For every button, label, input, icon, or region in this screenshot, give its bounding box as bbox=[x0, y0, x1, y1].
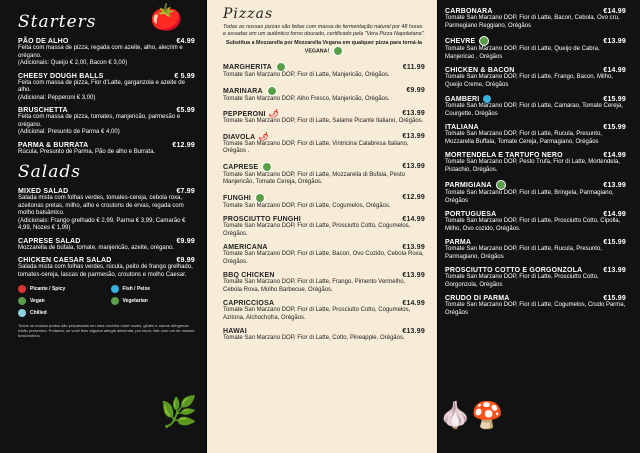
left-column bbox=[0, 0, 205, 453]
menu-item-price: €15.99 bbox=[603, 295, 626, 302]
menu-item-price: €14.99 bbox=[603, 211, 626, 218]
menu-item-name: CAPRESE SALAD bbox=[18, 237, 81, 245]
menu-item-header bbox=[445, 36, 626, 46]
legend-label: Fish / Peixe bbox=[122, 286, 151, 292]
tomato-illustration-icon: 🍅 bbox=[150, 2, 183, 32]
menu-item-price: €13.99 bbox=[402, 132, 425, 140]
legend-swatch-icon bbox=[111, 297, 119, 305]
menu-item-description: Tomate San Marzano DOP, Fior di Latte, Bacon, Ovo Cozido, Cebola Roxa, Orégãos. bbox=[223, 251, 424, 265]
menu-item bbox=[445, 8, 626, 30]
menu-item-description: Tomate San Marzano DOP, Fior di Latte, Manjericão, Orégãos. bbox=[223, 72, 390, 78]
legend-entry bbox=[111, 297, 196, 305]
menu-item bbox=[18, 188, 195, 233]
menu-item-header bbox=[223, 109, 425, 118]
menu-item bbox=[223, 244, 425, 266]
leaf-icon bbox=[333, 46, 343, 56]
menu-item-price: €14.99 bbox=[402, 300, 425, 307]
menu-item-price: €14.99 bbox=[402, 216, 425, 223]
menu-item-description: Tomate San Marzano DOP, Fior di Latte, Salame Picante Italiano, Orégãos. bbox=[223, 118, 424, 124]
menu-item-name: PARMA & BURRATA bbox=[18, 141, 89, 149]
menu-item-price: €12.99 bbox=[172, 141, 195, 149]
leaf-icon bbox=[479, 36, 489, 46]
menu-item bbox=[445, 295, 626, 317]
menu-item-extras: (Adicional: Presunto de Parma € 4,00) bbox=[18, 129, 120, 135]
menu-item-name: CHICKEN CAESAR SALAD bbox=[18, 257, 112, 264]
menu-item-header bbox=[18, 188, 195, 195]
allergy-footnote: Todos os nossos pratos são preparados em uma cozinha onde nozes, glúten e outros alérgenos estão presentes. Portanto, se você tiver alguma alergia alimentar, por favor, fale com um de nossos funcionários. bbox=[18, 323, 195, 338]
menu-item bbox=[445, 124, 626, 146]
legend-swatch-icon bbox=[18, 309, 26, 317]
menu-item-description: Tomate San Marzano DOP, Fior di Latte, Cogumelos, Orégãos. bbox=[223, 202, 391, 209]
salads-list bbox=[18, 188, 195, 279]
menu-item-header bbox=[223, 162, 425, 172]
menu-item-name: CHEVRE bbox=[445, 37, 476, 45]
chili-icon: 🌶 bbox=[268, 109, 280, 118]
menu-item-description: Tomate San Marzano DOP, Fior di Latte, Cotto, Pineapple, Orégãos. bbox=[223, 335, 405, 341]
menu-item bbox=[445, 180, 626, 205]
menu-item-name: MARINARA bbox=[223, 87, 263, 95]
right-column bbox=[439, 0, 640, 453]
menu-item-price: €15.99 bbox=[603, 124, 626, 131]
leaf-icon bbox=[255, 193, 265, 203]
legend-label: Picante / Spicy bbox=[30, 286, 66, 292]
menu-item-header bbox=[445, 267, 626, 274]
menu-item-price: €14.99 bbox=[603, 67, 626, 74]
menu-item-description: Tomate San Marzano DOP, Fior di Latte, Rucula, Presunto, Mozzarella Buffala, Tomate Cereja, Parmagiano, Orégãos bbox=[445, 131, 602, 145]
menu-item-name: AMERICANA bbox=[223, 244, 268, 251]
menu-item bbox=[18, 73, 195, 103]
menu-item-price: €7.99 bbox=[176, 188, 195, 195]
menu-item-name: CAPRICCIOSA bbox=[223, 300, 275, 307]
menu-item-header bbox=[223, 62, 425, 72]
menu-item-name: MIXED SALAD bbox=[18, 188, 69, 195]
menu-item-price: €13.99 bbox=[402, 110, 425, 117]
legend-entry bbox=[18, 297, 103, 305]
menu-item-price: €13.99 bbox=[402, 328, 425, 335]
menu-item bbox=[223, 216, 425, 238]
menu-item bbox=[223, 62, 425, 80]
menu-item bbox=[223, 109, 425, 126]
menu-item bbox=[223, 272, 425, 294]
chili-icon: 🌶 bbox=[258, 131, 269, 141]
menu-item-name: CHEESY DOUGH BALLS bbox=[18, 72, 104, 80]
menu-item-description: Tomate San Marzano DOP, Pesto Trufa, Fior di Latte, Mortendela, Pistachio, Orégãos. bbox=[445, 159, 620, 173]
legend-label: Vegan bbox=[30, 298, 45, 304]
fish-icon bbox=[483, 95, 491, 103]
menu-item-description: Tomate San Marzano DOP, Fior di Latte, Prosciutto Cotto, Gorgonzola, Orégãos bbox=[445, 274, 599, 288]
menu-item-extras: (Adicionais: Frango grelhado € 2,99, Parma € 3,99, Camarão € 4,99, Nozes € 1,99) bbox=[18, 217, 186, 231]
menu-item-header bbox=[223, 86, 425, 96]
menu-item-name: PEPPERONI bbox=[223, 111, 266, 118]
menu-item bbox=[18, 38, 195, 68]
pizza-list bbox=[223, 62, 425, 343]
menu-item-price: €9.99 bbox=[176, 257, 195, 264]
menu-item-name: PARMA bbox=[445, 239, 472, 246]
menu-item-header bbox=[223, 300, 425, 307]
menu-item-description: Tomate San Marzano DOP, Fior di Latte, Bringela, Parmagiano, Orégãos bbox=[445, 190, 614, 204]
menu-item-header bbox=[445, 180, 626, 190]
menu-item-price: €15.99 bbox=[603, 95, 626, 103]
legend-label: Vegetarian bbox=[122, 298, 148, 304]
menu-item-description: Tomate San Marzano DOP, Fior di Latte, Frango, Bacon, Milho, Queijo Creme, Orégãos bbox=[445, 74, 613, 88]
menu-item-header bbox=[18, 142, 195, 149]
menu-item-description: Tomate San Marzano DOP, Fior di Latte, Prosciutto Cotto, Cogumelos, Azitona, Alchochofra, Orégãos. bbox=[223, 307, 411, 321]
menu-item-price: €12.99 bbox=[402, 194, 425, 201]
menu-item-description: Tomate San Marzano DOP, Fior di Latte, Cogumelos, Crudo Parma, Orégãos bbox=[445, 302, 626, 316]
menu-item bbox=[223, 86, 425, 104]
menu-item-name: CAPRESE bbox=[223, 163, 259, 171]
menu-item-name: MARGHERITA bbox=[223, 63, 272, 71]
menu-item bbox=[445, 267, 626, 289]
menu-item-name: DIAVOLA bbox=[223, 133, 256, 141]
menu-item-name: BBQ CHICKEN bbox=[223, 272, 275, 279]
leaf-icon bbox=[276, 62, 286, 72]
menu-item-description: Tomate San Marzano DOP, Fior di Latte, Camarao, Tomate Cereja, Courgette, Orégãos bbox=[445, 103, 623, 117]
menu-item bbox=[223, 132, 425, 156]
leaf-icon bbox=[267, 86, 277, 96]
menu-item-description: Tomate San Marzano DOP, Fior di Latte, Vintricina Calabresa Italiano, Orégãos . bbox=[223, 140, 409, 154]
menu-item bbox=[445, 36, 626, 61]
menu-item bbox=[18, 107, 195, 137]
menu-item-description: Tomate San Marzano DOP, Fior di Latte, Prosciutto Cotto, Cipolla, Milho, Ovo cozido, Orégãos. bbox=[445, 218, 621, 232]
menu-item-description: Tomate San Marzano DOP, Fior di Latte, Queijo de Cabra, Manjericao , Orégãos bbox=[445, 46, 600, 60]
menu-item-description: Tomate San Marzano DOP, Fior di Latte, Prosciutto Cotto, Cogumelos, Orégãos. bbox=[223, 223, 411, 237]
menu-item-name: CRUDO DI PARMA bbox=[445, 295, 510, 302]
right-pizza-list bbox=[445, 8, 626, 317]
menu-item-name: CHICKEN & BACON bbox=[445, 67, 515, 74]
menu-item-header bbox=[445, 295, 626, 302]
menu-item-extras: (Adicionais: Queijo € 2,00, Bacon € 3,00) bbox=[18, 60, 128, 66]
menu-item-price: €4.99 bbox=[176, 38, 195, 45]
legend-swatch-icon bbox=[18, 297, 26, 305]
menu-item-price: €15.99 bbox=[603, 239, 626, 246]
menu-item-header bbox=[445, 67, 626, 74]
menu-item bbox=[223, 300, 425, 322]
menu-item-header bbox=[445, 239, 626, 246]
menu-item-price: €13.99 bbox=[402, 244, 425, 251]
vegetable-illustration-icon: 🧄🍄 bbox=[439, 400, 504, 430]
menu-item-description: Tomate San Marzano DOP, Fior di Latte, Rucula, Presunto, Parmagiano, Orégãos bbox=[445, 246, 602, 260]
menu-item-header bbox=[445, 211, 626, 218]
basil-illustration-icon: 🌿 bbox=[160, 396, 198, 429]
legend-entry bbox=[18, 285, 103, 293]
menu-item-name: PROSCIUTTO COTTO E GORGONZOLA bbox=[445, 267, 583, 274]
menu-item-description: Feita com massa de pizza, regada com azeite, alho, alecrim e orégano. bbox=[18, 45, 183, 59]
menu-item-header bbox=[445, 95, 626, 103]
menu-item-name: PARMIGIANA bbox=[445, 181, 492, 189]
menu-item-description: Tomate San Marzano DOP, Fior di Latte, Mozzarella di Bufala, Pesto Manjericão, Tomate Cereja, Orégãos. bbox=[223, 171, 405, 185]
menu-item bbox=[223, 162, 425, 187]
menu-item-header bbox=[223, 244, 425, 251]
menu-item-price: €13.99 bbox=[603, 37, 626, 45]
dietary-legend bbox=[18, 285, 195, 317]
menu-item-name: GAMBERI bbox=[445, 95, 480, 103]
legend-entry bbox=[18, 309, 103, 317]
menu-item bbox=[18, 238, 195, 253]
menu-item-header bbox=[18, 38, 195, 45]
legend-label: Chilled bbox=[30, 310, 47, 316]
menu-item-extras: (Adicional: Pepperoni € 3,00) bbox=[18, 94, 96, 101]
menu-item-name: BRUSCHETTA bbox=[18, 107, 68, 114]
menu-item-name: MORTENDELA E TARTUFO NERO bbox=[445, 152, 563, 159]
menu-item-price: €14.99 bbox=[603, 8, 626, 15]
menu-item-name: CARBONARA bbox=[445, 8, 493, 15]
menu-item bbox=[445, 95, 626, 118]
menu-item-description: Tomate San Marzano DOP, Fior di Latte, Bacon, Cebola, Ovo cru, Parmegiano Reggiano, Orégãos bbox=[445, 15, 620, 29]
menu-item-description: Rúcula, Presunto de Parma, Pão de alho e Burrata. bbox=[18, 148, 156, 155]
menu-item-price: €13.99 bbox=[402, 163, 425, 170]
menu-item-header bbox=[223, 328, 425, 335]
leaf-icon bbox=[496, 180, 506, 190]
legend-entry bbox=[111, 285, 196, 293]
menu-item-header bbox=[18, 107, 195, 114]
menu-item-name: PORTUGUESA bbox=[445, 211, 497, 218]
menu-item-header bbox=[223, 193, 425, 203]
menu-item-price: €9.99 bbox=[406, 87, 425, 94]
menu-item-name: HAWAI bbox=[223, 328, 247, 335]
menu-item-price: € 5.99 bbox=[174, 72, 195, 80]
menu-item-header bbox=[223, 216, 425, 223]
menu-item-header bbox=[445, 124, 626, 131]
starters-title: Starters bbox=[18, 12, 97, 32]
menu-item bbox=[18, 257, 195, 279]
starters-list bbox=[18, 38, 195, 156]
middle-column bbox=[206, 0, 438, 453]
menu-item-header bbox=[223, 272, 425, 279]
menu-item-price: €5.99 bbox=[176, 107, 195, 114]
menu-item-price: €9.99 bbox=[176, 237, 195, 245]
menu-item-description: Salada mista com folhas verdes, rúcula, peito de frango grelhado, tomates-cereja, lascas de parmesão, croutons e molho Caesar. bbox=[18, 264, 193, 278]
menu-item-price: €11.99 bbox=[402, 63, 425, 71]
menu-item-description: Salada mista com folhas verdes, tomates-cereja, cebola roxa, azeitonas pretas, milho, alho e croutons de ervas, regada com molho balsâmico. bbox=[18, 195, 184, 216]
menu-item bbox=[445, 67, 626, 89]
menu-item-header bbox=[18, 257, 195, 264]
menu-item bbox=[18, 142, 195, 157]
menu-item-description: Tomate San Marzano DOP, Alho Fresco, Manjericão, Orégãos. bbox=[223, 95, 390, 102]
menu-item bbox=[223, 328, 425, 343]
menu-item-price: €13.99 bbox=[603, 181, 626, 189]
vegan-substitution-note bbox=[223, 40, 425, 56]
menu-item-price: €13.99 bbox=[603, 267, 626, 274]
menu-item-header bbox=[445, 152, 626, 159]
menu-item-name: FUNGHI bbox=[223, 194, 252, 202]
menu-item-name: PÃO DE ALHO bbox=[18, 38, 69, 45]
menu-item bbox=[445, 211, 626, 233]
vegan-note-text: Substitua a Mozzarella por Mozzarella Vegana em qualquer pizza para torná-la VEGANA! bbox=[225, 40, 423, 55]
menu-item bbox=[223, 193, 425, 211]
menu-item-price: €13.99 bbox=[402, 272, 425, 279]
menu-item bbox=[445, 152, 626, 174]
menu-item-description: Mozzarella de búfala, tomate, manjericão, azeite, orégano. bbox=[18, 244, 175, 251]
menu-item-description: Tomate San Marzano DOP, Fior di Latte, Frango, Pimento Vermelho, Cebola Roxa, Molho Barbecue, Orégãos. bbox=[223, 279, 406, 293]
pizzas-title: Pizzas bbox=[223, 6, 274, 22]
menu-item-header bbox=[223, 132, 425, 141]
legend-swatch-icon bbox=[18, 285, 26, 293]
menu-item-header bbox=[445, 8, 626, 15]
menu-item-price: €14.99 bbox=[603, 152, 626, 159]
menu-item bbox=[445, 239, 626, 261]
menu-item-header bbox=[18, 238, 195, 245]
menu-item-name: ITALIANA bbox=[445, 124, 479, 131]
pizzas-intro: Todas as nossas pizzas são feitas com massa de fermentação natural por 48 horas e assadas em um autêntico forno dourado, certificado pela "Vera Pizza Napoletana". bbox=[223, 24, 426, 37]
menu-item-header bbox=[18, 73, 195, 80]
menu-item-description: Feita com massa de pizza, tomates, manjericão, parmesão e orégano. bbox=[18, 114, 181, 128]
menu-item-description: Feita com massa de pizza, Fior d'Latte, garganzola e azeite de alho. bbox=[18, 79, 185, 93]
menu-item-name: PROSCIUTTO FUNGHI bbox=[223, 216, 301, 223]
legend-swatch-icon bbox=[111, 285, 119, 293]
salads-title: Salads bbox=[18, 162, 81, 182]
leaf-icon bbox=[262, 162, 272, 172]
